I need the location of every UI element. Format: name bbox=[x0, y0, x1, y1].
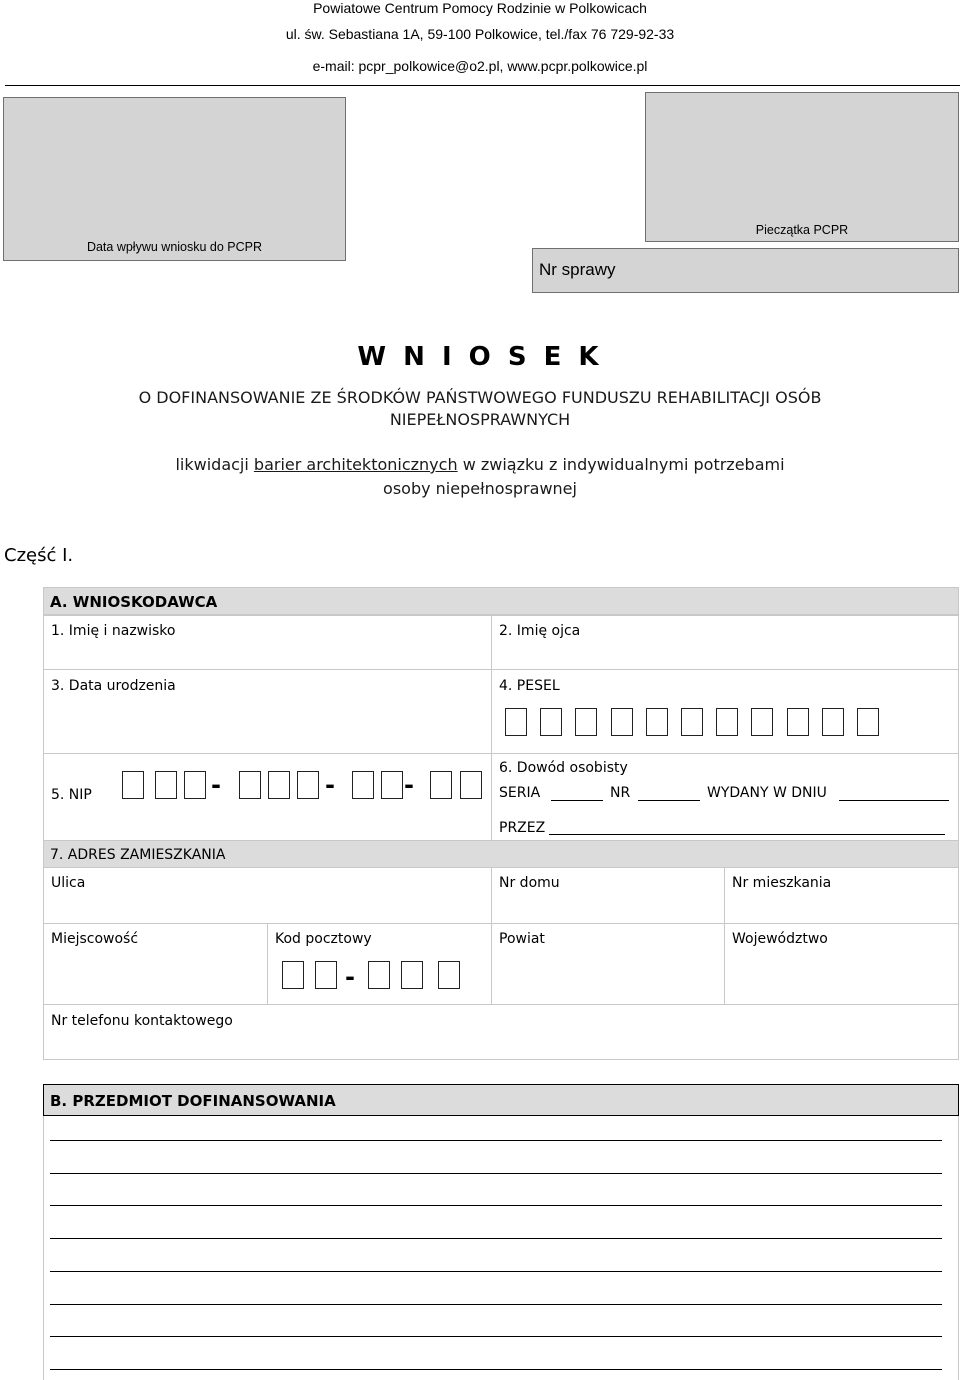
postal-digit-box-5[interactable] bbox=[438, 961, 460, 989]
house-number-field[interactable] bbox=[491, 867, 725, 924]
pesel-digit-box-10[interactable] bbox=[822, 708, 844, 736]
intake-date-label: Data wpływu wniosku do PCPR bbox=[86, 240, 263, 254]
id-issued-by-input[interactable] bbox=[549, 834, 945, 835]
city-field[interactable] bbox=[43, 923, 268, 1005]
stamp-label: Pieczątka PCPR bbox=[755, 223, 849, 237]
pesel-digit-box-11[interactable] bbox=[857, 708, 879, 736]
postal-digit-box-3[interactable] bbox=[368, 961, 390, 989]
section-a-header bbox=[43, 587, 959, 615]
purpose-text-c: w związku z indywidualnymi potrzebami bbox=[462, 455, 785, 474]
nip-dash-1: - bbox=[211, 771, 221, 799]
nip-digit-box-3[interactable] bbox=[184, 771, 206, 799]
pesel-digit-box-5[interactable] bbox=[646, 708, 668, 736]
id-issued-label: WYDANY W DNIU bbox=[707, 785, 827, 801]
father-name-label: 2. Imię ojca bbox=[499, 623, 581, 639]
purpose-text-a: likwidacji bbox=[175, 455, 249, 474]
nip-digit-box-9[interactable] bbox=[430, 771, 452, 799]
pesel-digit-box-2[interactable] bbox=[540, 708, 562, 736]
section-b-line-1[interactable] bbox=[50, 1140, 942, 1141]
organization-address: ul. św. Sebastiana 1A, 59-100 Polkowice, tel./fax 76 729-92-33 bbox=[285, 26, 675, 42]
postal-digit-box-1[interactable] bbox=[282, 961, 304, 989]
case-number-label: Nr sprawy bbox=[539, 260, 616, 279]
contact-line bbox=[0, 58, 960, 74]
subtitle-line-1: O DOFINANSOWANIE ZE ŚRODKÓW PAŃSTWOWEGO FUNDUSZU REHABILITACJI OSÓB bbox=[138, 388, 822, 407]
section-b-heading: B. PRZEDMIOT DOFINANSOWANIA bbox=[50, 1092, 336, 1110]
intake-date-box[interactable] bbox=[3, 97, 346, 261]
city-label: Miejscowość bbox=[51, 931, 139, 947]
street-label: Ulica bbox=[51, 875, 86, 891]
section-b-line-8[interactable] bbox=[50, 1369, 942, 1370]
pesel-digit-box-6[interactable] bbox=[681, 708, 703, 736]
county-label: Powiat bbox=[499, 931, 545, 947]
nip-digit-box-6[interactable] bbox=[297, 771, 319, 799]
postal-digit-box-4[interactable] bbox=[401, 961, 423, 989]
section-a-heading: A. WNIOSKODAWCA bbox=[50, 593, 218, 611]
pesel-digit-box-3[interactable] bbox=[575, 708, 597, 736]
section-b-line-2[interactable] bbox=[50, 1173, 942, 1174]
name-label: 1. Imię i nazwisko bbox=[51, 623, 176, 639]
birth-date-field[interactable] bbox=[43, 669, 492, 754]
header-divider bbox=[5, 85, 960, 86]
pesel-label: 4. PESEL bbox=[499, 678, 560, 694]
house-number-label: Nr domu bbox=[499, 875, 560, 891]
nip-digit-box-8[interactable] bbox=[381, 771, 403, 799]
section-b-line-6[interactable] bbox=[50, 1304, 942, 1305]
pesel-digit-box-8[interactable] bbox=[751, 708, 773, 736]
page-title: W N I O S E K bbox=[357, 342, 603, 372]
nip-label: 5. NIP bbox=[51, 787, 92, 803]
id-series-input[interactable] bbox=[551, 800, 603, 801]
nip-digit-box-5[interactable] bbox=[268, 771, 290, 799]
father-name-field[interactable] bbox=[491, 615, 959, 670]
name-field[interactable] bbox=[43, 615, 492, 670]
county-field[interactable] bbox=[491, 923, 725, 1005]
pesel-digit-box-4[interactable] bbox=[611, 708, 633, 736]
nip-digit-box-7[interactable] bbox=[352, 771, 374, 799]
id-series-label: SERIA bbox=[499, 785, 541, 801]
id-number-label: NR bbox=[610, 785, 631, 801]
purpose-line-2: osoby niepełnosprawnej bbox=[383, 479, 577, 498]
nip-digit-box-2[interactable] bbox=[155, 771, 177, 799]
id-card-field bbox=[491, 753, 959, 841]
subtitle-line-2: NIEPEŁNOSPRAWNYCH bbox=[389, 410, 571, 429]
section-b-line-4[interactable] bbox=[50, 1238, 942, 1239]
pesel-digit-box-7[interactable] bbox=[716, 708, 738, 736]
postal-dash: - bbox=[345, 963, 355, 991]
apartment-number-field[interactable] bbox=[724, 867, 959, 924]
nip-dash-2: - bbox=[325, 771, 335, 799]
id-card-label: 6. Dowód osobisty bbox=[499, 760, 628, 776]
id-issued-date-input[interactable] bbox=[839, 800, 949, 801]
stamp-box[interactable] bbox=[645, 92, 959, 242]
apartment-number-label: Nr mieszkania bbox=[732, 875, 832, 891]
purpose-text-b: barier architektonicznych bbox=[253, 455, 458, 474]
address-header bbox=[43, 840, 959, 868]
pesel-digit-box-9[interactable] bbox=[787, 708, 809, 736]
phone-field[interactable] bbox=[43, 1004, 959, 1060]
purpose-line-1 bbox=[0, 455, 960, 474]
case-number-box[interactable] bbox=[532, 248, 959, 293]
phone-label: Nr telefonu kontaktowego bbox=[51, 1013, 233, 1029]
nip-digit-box-4[interactable] bbox=[239, 771, 261, 799]
section-b-header bbox=[43, 1084, 959, 1116]
section-b-line-5[interactable] bbox=[50, 1271, 942, 1272]
postal-code-label: Kod pocztowy bbox=[275, 931, 372, 947]
email-link[interactable]: pcpr_polkowice@o2.pl, bbox=[358, 58, 504, 74]
postal-digit-box-2[interactable] bbox=[315, 961, 337, 989]
section-b-line-3[interactable] bbox=[50, 1205, 942, 1206]
voivodeship-label: Województwo bbox=[732, 931, 828, 947]
part-label: Część I. bbox=[4, 545, 74, 566]
nip-dash-3: - bbox=[404, 771, 414, 799]
street-field[interactable] bbox=[43, 867, 492, 924]
birth-date-label: 3. Data urodzenia bbox=[51, 678, 176, 694]
pesel-digit-box-1[interactable] bbox=[505, 708, 527, 736]
website-link[interactable]: www.pcpr.polkowice.pl bbox=[507, 58, 648, 74]
id-issued-by-label: PRZEZ bbox=[499, 820, 546, 836]
organization-name: Powiatowe Centrum Pomocy Rodzinie w Polkowicach bbox=[313, 0, 647, 16]
nip-digit-box-10[interactable] bbox=[460, 771, 482, 799]
email-label: e-mail: bbox=[312, 58, 355, 74]
address-heading: 7. ADRES ZAMIESZKANIA bbox=[50, 847, 226, 863]
section-b-line-7[interactable] bbox=[50, 1336, 942, 1337]
nip-digit-box-1[interactable] bbox=[122, 771, 144, 799]
voivodeship-field[interactable] bbox=[724, 923, 959, 1005]
id-number-input[interactable] bbox=[638, 800, 700, 801]
